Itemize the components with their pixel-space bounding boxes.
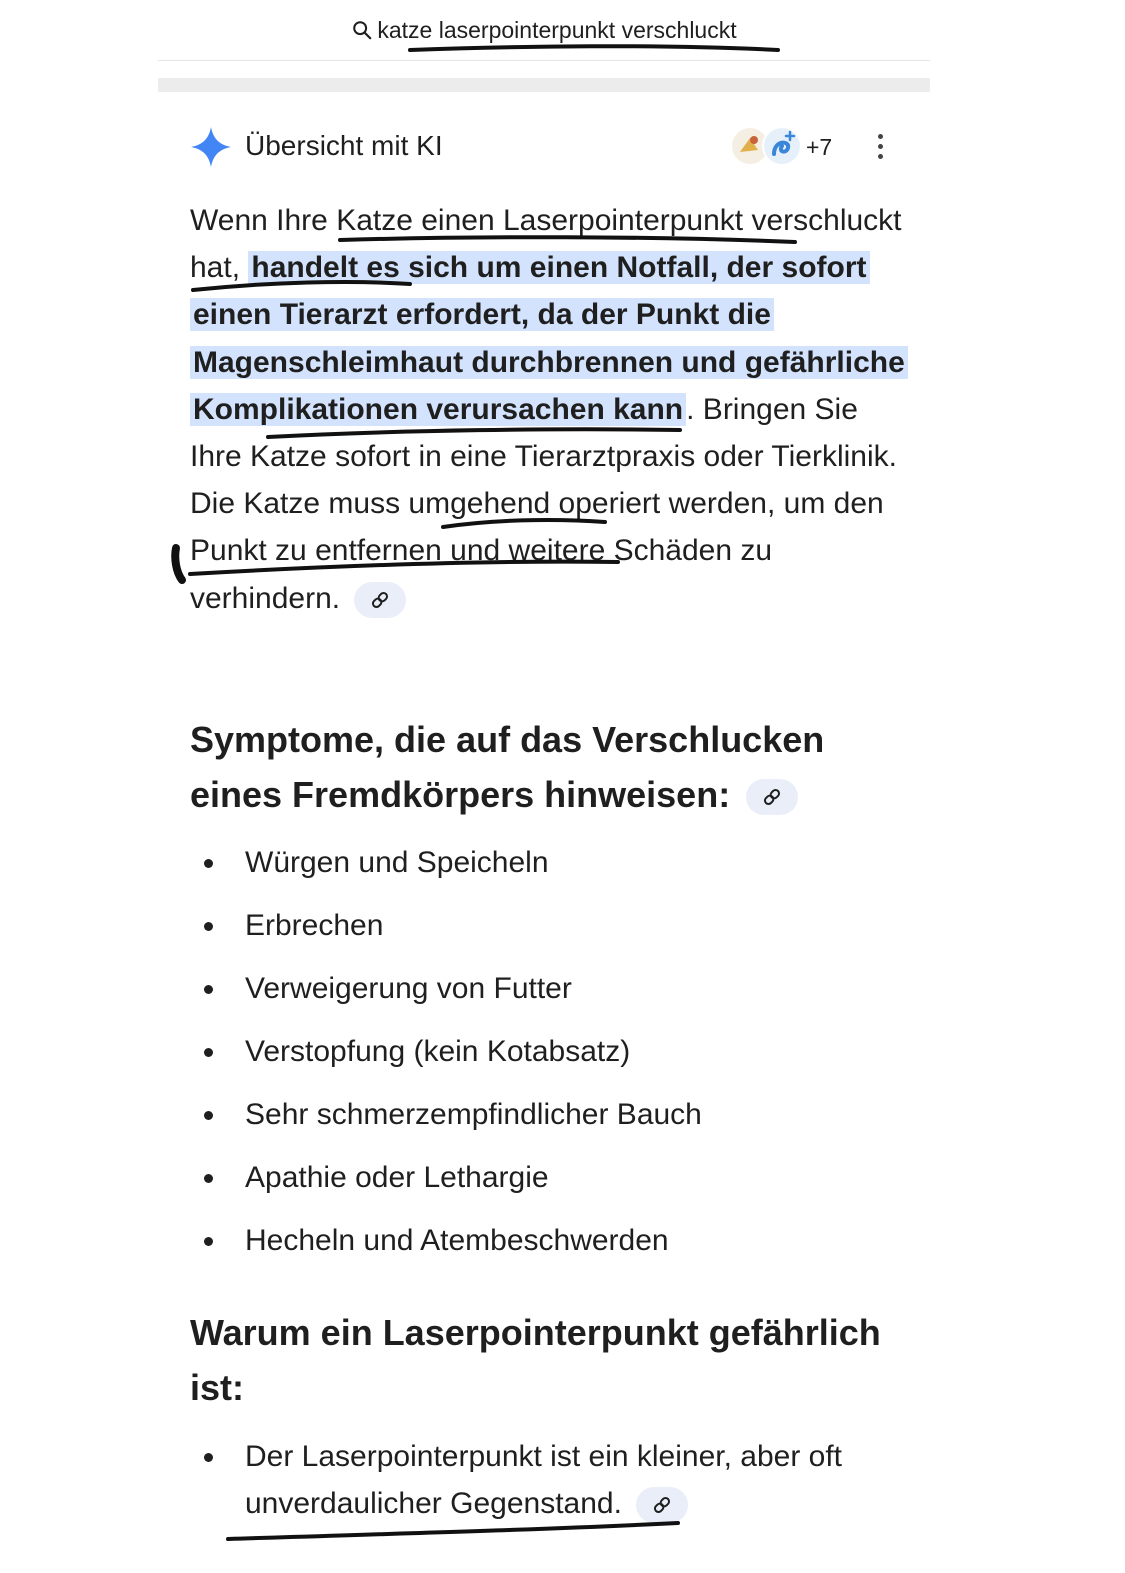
list-item: Der Laserpointerpunkt ist ein kleiner, aber oft unverdaulicher Gegenstand.	[190, 1433, 910, 1527]
danger-list	[190, 1433, 910, 1527]
list-item: Sehr schmerzempfindlicher Bauch	[190, 1092, 910, 1155]
symptoms-heading: Symptome, die auf das Verschlucken eines Fremdkörpers hinweisen:	[190, 719, 825, 815]
list-item: Verstopfung (kein Kotabsatz)	[190, 1029, 910, 1092]
source-count[interactable]: +7	[806, 134, 833, 160]
search-query[interactable]: katze laserpointerpunkt verschluckt	[377, 16, 737, 43]
search-icon	[351, 19, 373, 41]
list-item: Apathie oder Lethargie	[190, 1155, 910, 1218]
list-item: Verweigerung von Futter	[190, 966, 910, 1029]
answer-intro: Wenn Ihre Katze einen Laserpointerpunkt verschluckt hat,	[190, 204, 902, 285]
source-link-button[interactable]	[636, 1487, 688, 1523]
search-bar[interactable]	[158, 0, 930, 61]
ai-overview-header	[190, 124, 900, 172]
list-item: Hecheln und Atembeschwerden	[190, 1218, 910, 1281]
list-item: Würgen und Speicheln	[190, 840, 910, 903]
ai-overview-title: Übersicht mit KI	[245, 130, 443, 161]
source-link-button[interactable]	[354, 582, 406, 618]
source-link-button[interactable]	[746, 779, 798, 815]
answer-highlight: handelt es sich um einen Notfall, der sofort einen Tierarzt erfordert, da der Punkt die Magenschleimhaut durchbrennen und gefährliche Komplikationen verursachen kann	[190, 251, 908, 426]
link-icon	[762, 787, 782, 807]
source-avatars[interactable]	[730, 124, 806, 170]
symptoms-list	[190, 840, 910, 1281]
link-icon	[652, 1495, 672, 1515]
ai-answer-paragraph	[190, 197, 910, 622]
more-options-icon[interactable]	[874, 134, 886, 164]
divider	[158, 78, 930, 92]
link-icon	[370, 590, 390, 610]
danger-heading: Warum ein Laserpointerpunkt gefährlich ist:	[190, 1312, 881, 1408]
list-item: Erbrechen	[190, 903, 910, 966]
source-avatar-icon	[762, 126, 802, 166]
answer-rest: . Bringen Sie Ihre Katze sofort in eine Tierarztpraxis oder Tierklinik. Die Katze muss umgehend operiert werden, um den Punkt zu entfernen und weitere Schäden zu verhindern.	[190, 392, 897, 615]
gemini-sparkle-icon	[190, 126, 232, 168]
